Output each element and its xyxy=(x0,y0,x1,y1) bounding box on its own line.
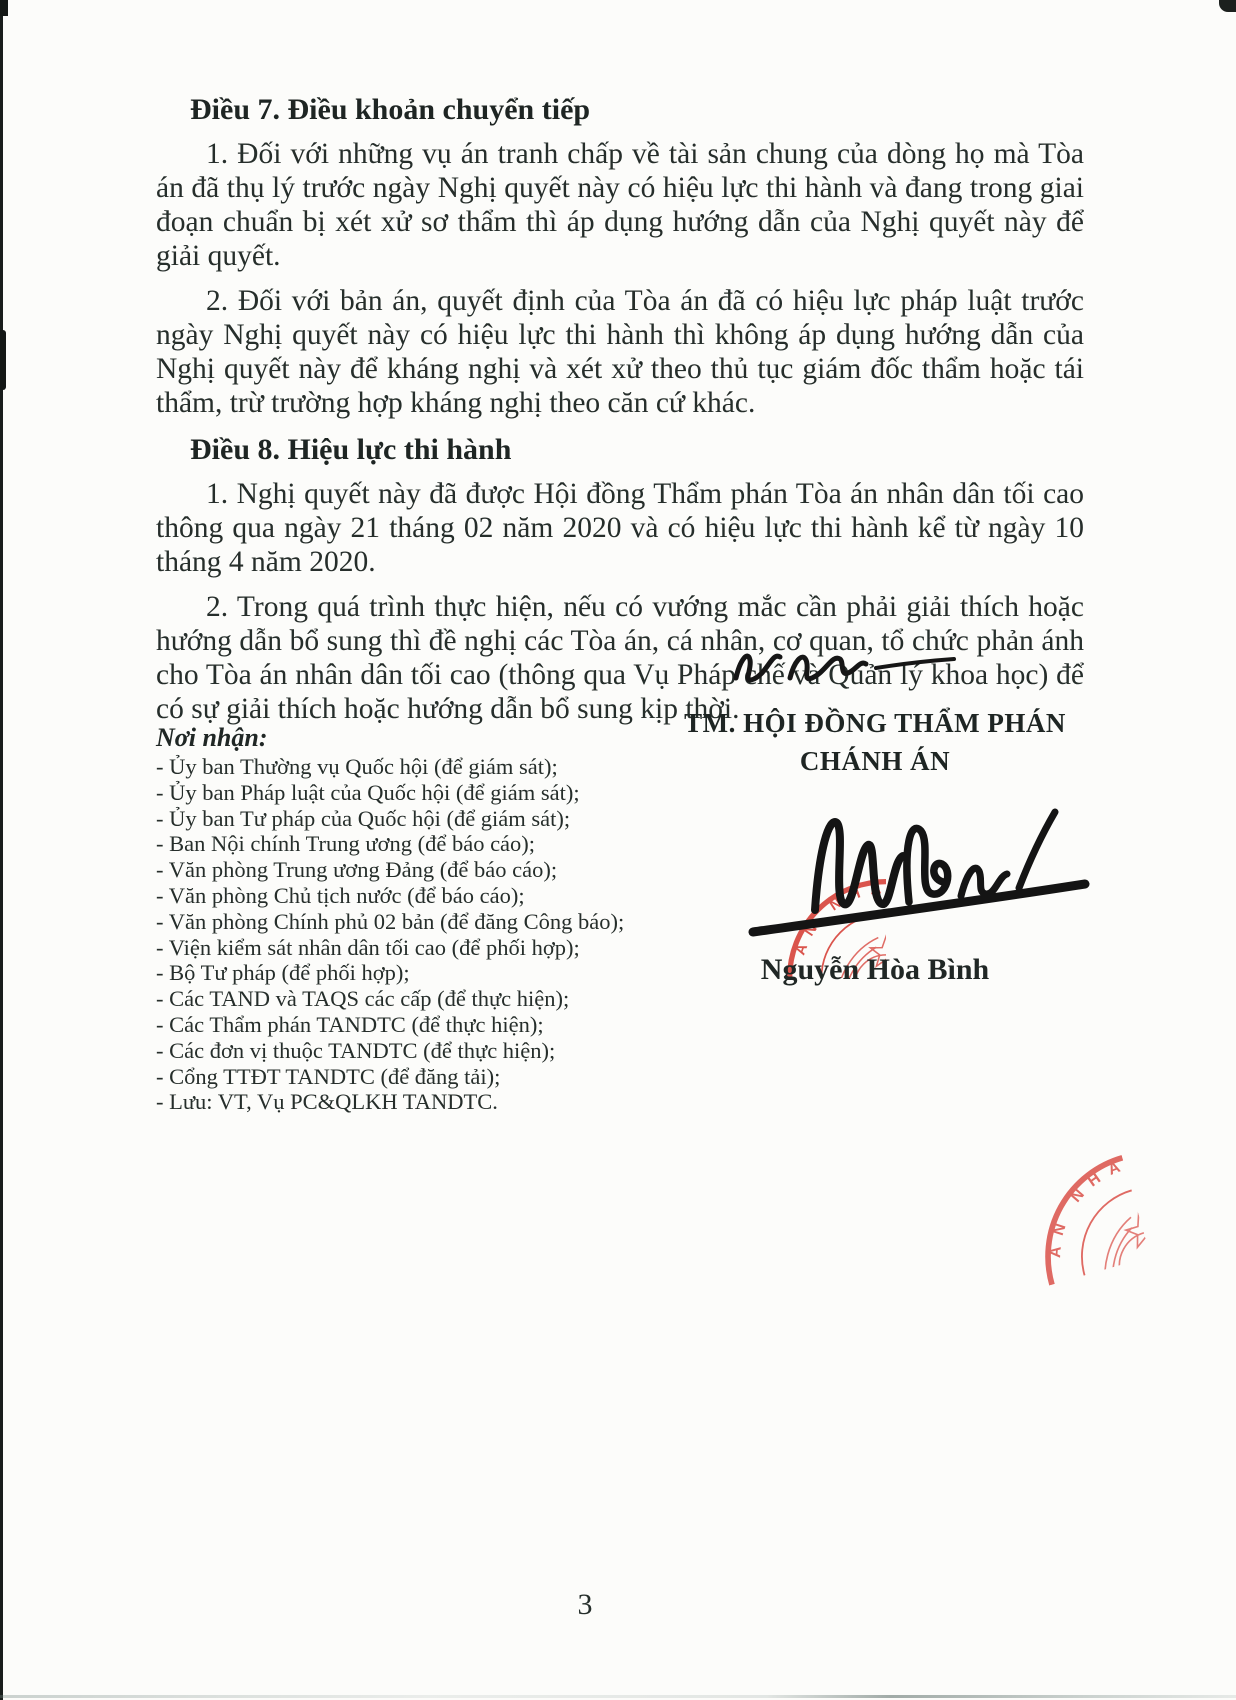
recipient-item: - Bộ Tư pháp (để phối hợp); xyxy=(156,960,410,986)
page-number: 3 xyxy=(577,1588,593,1621)
recipient-item: - Văn phòng Chính phủ 02 bản (để đăng Công báo); xyxy=(156,908,625,934)
recipient-item: - Văn phòng Chủ tịch nước (để báo cáo); xyxy=(156,882,525,908)
scan-edge-blob xyxy=(0,330,6,390)
scan-mark-topleft xyxy=(0,0,8,16)
recipients-heading: Nơi nhận: xyxy=(156,723,268,752)
article-8-heading: Điều 8. Hiệu lực thi hành xyxy=(190,433,512,466)
article-7-paragraph-1: 1. Đối với những vụ án tranh chấp về tài sản chung của dòng họ mà Tòa án đã thụ lý trước ngày Nghị quyết này có hiệu lực thi hành và đang trong giai đoạn chuẩn bị xét xử sơ thẩm thì áp dụng hướng dẫn của Nghị quyết này để giải quyết. xyxy=(156,138,1084,272)
article-8-paragraph-1: 1. Nghị quyết này đã được Hội đồng Thẩm phán Tòa án nhân dân tối cao thông qua ngày 21 tháng 02 năm 2020 và có hiệu lực thi hành kể từ ngày 10 tháng 4 năm 2020. xyxy=(156,478,1084,578)
scan-edge-left xyxy=(0,0,3,1700)
recipient-item: - Cổng TTĐT TANDTC (để đăng tải); xyxy=(156,1063,501,1089)
scan-mark-topright xyxy=(1219,0,1236,12)
partial-seal xyxy=(871,1039,1151,1319)
signature-title-line2: CHÁNH ÁN xyxy=(799,746,951,776)
recipient-item: - Viện kiểm sát nhân dân tối cao (để phối hợp); xyxy=(156,934,580,960)
recipient-item: - Văn phòng Trung ương Đảng (để báo cáo); xyxy=(156,857,558,883)
recipient-item: - Ủy ban Pháp luật của Quốc hội (để giám sát); xyxy=(156,779,580,805)
recipient-item: - Ủy ban Thường vụ Quốc hội (để giám sát); xyxy=(156,754,558,779)
document-body xyxy=(156,92,1084,737)
recipient-item: - Các TAND và TAQS các cấp (để thực hiện); xyxy=(156,986,570,1012)
handwritten-initials xyxy=(726,644,978,694)
scan-edge-bottom xyxy=(0,1695,1236,1698)
recipient-item: - Lưu: VT, Vụ PC&QLKH TANDTC. xyxy=(156,1089,498,1115)
article-7-heading: Điều 7. Điều khoản chuyển tiếp xyxy=(190,93,591,126)
recipient-item: - Ban Nội chính Trung ương (để báo cáo); xyxy=(156,831,536,857)
recipient-item: - Ủy ban Tư pháp của Quốc hội (để giám sát); xyxy=(156,805,571,831)
signer-name: Nguyễn Hòa Bình xyxy=(760,953,990,986)
article-8-paragraph-2: 2. Trong quá trình thực hiện, nếu có vướng mắc cần phải giải thích hoặc hướng dẫn bổ sung thì đề nghị các Tòa án, cá nhân, cơ quan, tổ chức phản ánh cho Tòa án nhân dân tối cao (thông qua Vụ Pháp chế và Quản lý khoa học) để có sự giải thích hoặc hướng dẫn bổ sung kịp thời. xyxy=(156,591,1084,725)
recipient-item: - Các Thẩm phán TANDTC (để thực hiện); xyxy=(156,1011,544,1037)
signature-title-line1: TM. HỘI ĐỒNG THẨM PHÁN xyxy=(684,708,1066,738)
recipient-item: - Các đơn vị thuộc TANDTC (để thực hiện); xyxy=(156,1037,556,1063)
article-7-paragraph-2: 2. Đối với bản án, quyết định của Tòa án đã có hiệu lực pháp luật trước ngày Nghị quyết này có hiệu lực thi hành thì không áp dụng hướng dẫn của Nghị quyết này để kháng nghị và xét xử theo thủ tục giám đốc thẩm hoặc tái thẩm, trừ trường hợp kháng nghị theo căn cứ khác. xyxy=(156,285,1084,419)
recipients-block xyxy=(156,722,676,1115)
